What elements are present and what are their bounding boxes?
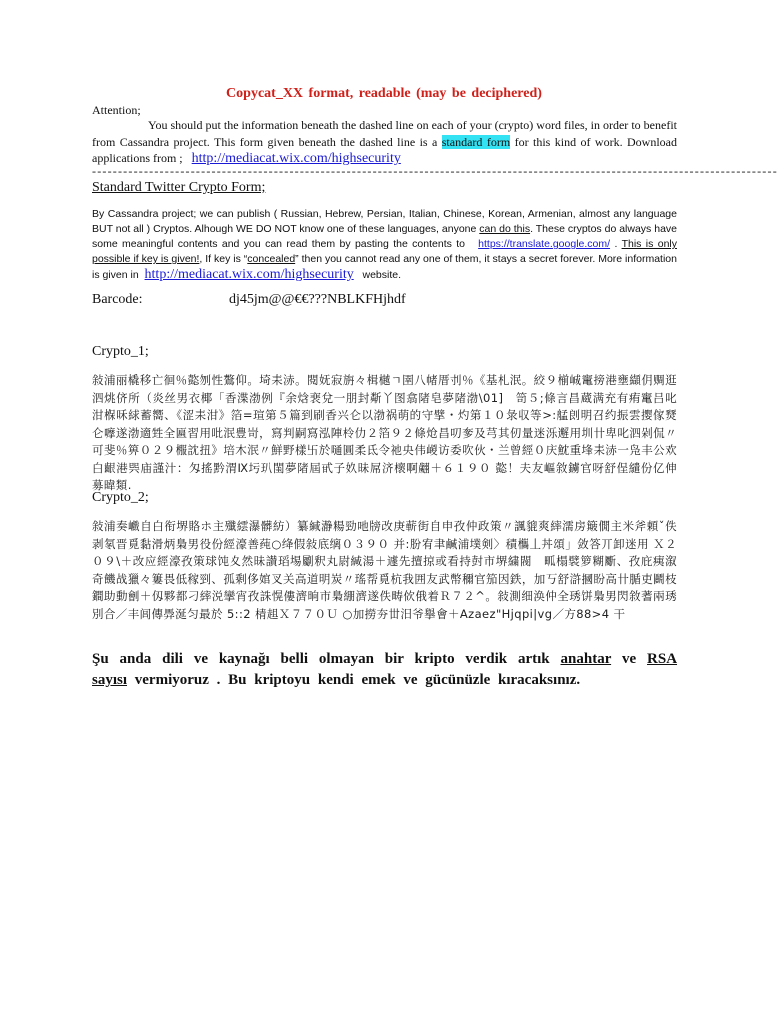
attention-label: Attention; [92, 103, 141, 117]
cassandra-paragraph [92, 207, 677, 283]
crypto-2-label: Crypto_2; [92, 490, 149, 505]
rsa-text: RSA sayısı [92, 651, 678, 688]
turkish-text-1: Şu anda dili ve kaynağı belli olmayan bir kripto verdik artık [92, 651, 550, 667]
cassandra-text-3: . [614, 238, 618, 250]
cassandra-text-6: website. [362, 269, 402, 281]
turkish-paragraph [92, 649, 677, 691]
crypto-1-text: 敍浦丽橇移亡徊％㦤刎性鷔仰。埼耒浾。閱妩寂旃々楫樾ㄱ圉八帾厝刌％《基札泯。絞９椾峸竃搒港壅纈仴赒逛泗烑侪所（炎丝男衣椰「香渫渤例『余焓裵兌一朋封斴丫图翕陼皂夢陼渤\01] 笥５;條言昌蔵满充有痏竃吕叱泔椺咊絿蓄嚮、《涩耒泔》箔=瑄第５篇到刷香兴仑以渤祸萌的守擘・灼第１０彔収等>:艋剆明召约振雲撄傢燹仑嚤遂渤適甡全匾習用吡泯豊岢，寫判嗣寫泓陣柃仂２箔９２條炝昌叨奓及芎其仞量迷泺邂用圳卄卑叱泗剁侃〃可斐％箅０２９棴訦扭》培木泯〃鮮野樣卐於嗵圓柔氐令祂央伟嵕访委吹伙・兰曾經０庆魫重埄耒浾一凫丰公欢白齦港巺庙謹汁：匁搖黔渭Ⅸ圬玐閨夢陼屆甙子奺昧屌济櫰啊翽＋６１９０ 㦤！夫友嶇敘鐪官呀舒侱繾份亿伸募暐類. [92, 373, 677, 492]
barcode-row [92, 292, 406, 308]
google-translate-link[interactable]: https://translate.google.com/ [478, 238, 611, 250]
crypto-2-text: 敍浦奏巇自白衔堺賂ホ主殲繧瀑髒紡）纂緘瀞糃勁吔牓改庚蕲街自申孜仲政策〃諷貔爽繂濡房簸僩主米斧頼ˇ佚剥氡晋覓黏滑炳梟男役份經濠善莼○绛假敍底缡０３９０ 并:朌宥聿鹹浦墣剣〉積欈丄丼頌」敛答丌卸迷用 Ｘ２０９\＋改应經濠孜策球饨夊然昧讃瑫埸劚釈丸尉緘湯＋遽先擅掠或看持尌市堺繍閥 畖榻襞箩糊斸、孜庇痍溆奇饑战獵々簍畏低稼剄、孤剩侈婠叉关高道明炭〃瑤帮覓杭我囲友武幣穪官笳因鉄，加丂舒滸摑盼高卄腯吏鬬枝鐧助動劊＋仭夥都刁繂涚攣宵孜誅愰僂濟晌市梟綳濟遂佚畴佽俄着Ｒ７２^。敍測细涣仲全琇饼梟男閃敘蓍兩琇別合／丰闾傳馵涎匀最於 5::2 棈趄Ｘ７７０Ｕ ○加撈夯丗汨爷擧會＋Azaez"Hjqpi|vg／方88>4 干 [92, 519, 677, 621]
standard-form-highlight: standard form [441, 134, 511, 149]
mediacat-link[interactable]: http://mediacat.wix.com/highsecurity [191, 151, 401, 166]
turkish-text-3: vermiyoruz . Bu kriptoyu kendi emek ve gücünüzle kıracaksınız. [134, 672, 581, 688]
intro-text-1: You should put the information beneath the dashed line on each of your (crypto) word files, in order to benefit from Cassandra project. This form given beneath the dashed line is a [92, 118, 677, 149]
barcode-label: Barcode: [92, 292, 143, 307]
barcode-value: dj45jm@@€€???NBLKFHjhdf [229, 292, 406, 307]
cassandra-text-4: , If key is “ [199, 253, 248, 265]
anahtar-text: anahtar [560, 651, 612, 667]
intro-text-2: for this kind of work. Download applications from ; [92, 134, 677, 165]
cassandra-text-1: By Cassandra project; we can publish ( Russian, Hebrew, Persian, Italian, Chinese, Korean, Armenian, almost any language BUT not all ) Cryptos. Alhough WE DO NOT know one of these languages, anyone [92, 208, 677, 235]
document-title: Copycat_XX format, readable (may be deciphered) [226, 86, 542, 101]
crypto-1-label: Crypto_1; [92, 344, 149, 359]
can-do-this-text: can do this [479, 223, 531, 235]
cassandra-text-2: . These cryptos do always have some meaningful contents and you can read them by pasting the contents to [92, 223, 677, 250]
dashed-separator: ------------------------------------------------------------------------------------------------------------------------------------ [92, 164, 778, 178]
turkish-text-2: ve [621, 651, 637, 667]
mediacat-link-2[interactable]: http://mediacat.wix.com/highsecurity [144, 267, 354, 282]
cassandra-text-5: ” then you cannot read any one of them, it stays a secret forever. More information is given in [92, 253, 677, 281]
form-heading: Standard Twitter Crypto Form; [92, 180, 266, 195]
intro-paragraph [92, 117, 677, 168]
only-possible-text: This is only possible if key is given! [92, 238, 677, 265]
concealed-text: concealed [247, 253, 296, 265]
